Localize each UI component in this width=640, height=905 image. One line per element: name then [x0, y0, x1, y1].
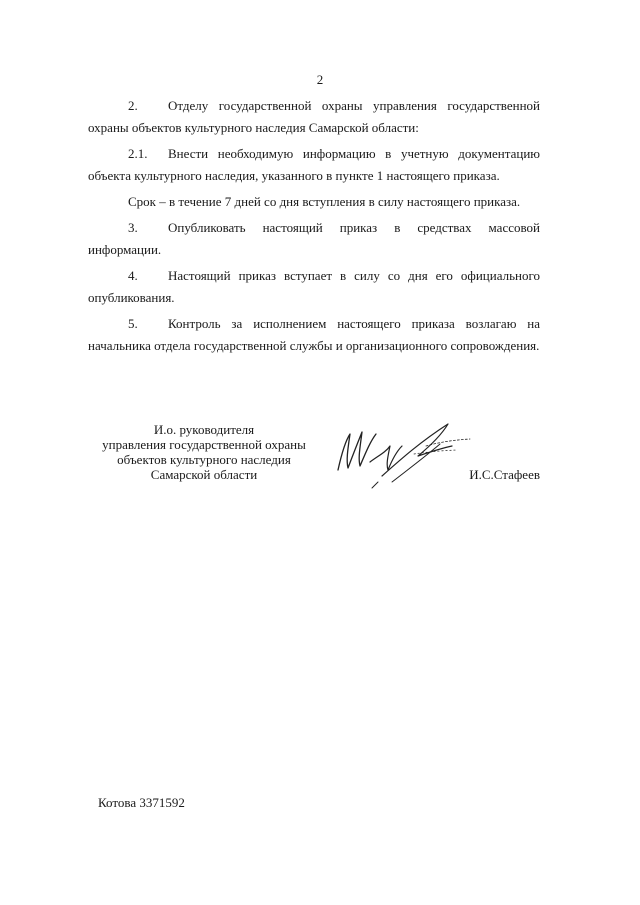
paragraph-number: 2.1. — [128, 146, 148, 161]
paragraph-text: Внести необходимую информацию в учетную документацию объекта культурного наследия, указанного в пункте 1 настоящего приказа. — [88, 146, 540, 183]
signatory-title-line: И.о. руководителя — [153, 422, 255, 437]
paragraph-number: 2. — [128, 98, 138, 113]
paragraph-text: Опубликовать настоящий приказ в средствах массовой информации. — [88, 220, 540, 257]
paragraph-2 — [88, 95, 540, 139]
signer-name: И.С.Стафеев — [469, 467, 540, 482]
paragraph-text: Срок – в течение 7 дней со дня вступления в силу настоящего приказа. — [128, 194, 521, 209]
signatory-title-line: управления государственной охраны — [102, 437, 306, 452]
paragraph-3 — [88, 217, 540, 261]
paragraph-5 — [88, 313, 540, 357]
signatory-title-line: объектов культурного наследия — [117, 452, 291, 467]
paragraph-number: 4. — [128, 268, 138, 283]
paragraph-text: Настоящий приказ вступает в силу со дня его официального опубликования. — [88, 268, 540, 305]
order-body — [88, 95, 540, 361]
handwritten-signature — [330, 412, 480, 492]
paragraph-4 — [88, 265, 540, 309]
paragraph-text: Контроль за исполнением настоящего приказа возлагаю на начальника отдела государственной службы и организационного сопровождения. — [88, 316, 540, 353]
signatory-title-line: Самарской области — [150, 467, 258, 482]
signatory-title — [88, 422, 320, 482]
paragraph-deadline — [88, 191, 540, 213]
paragraph-number: 3. — [128, 220, 138, 235]
executor-contact: Котова 3371592 — [98, 795, 185, 810]
paragraph-text: Отделу государственной охраны управления государственной охраны объектов культурного наследия Самарской области: — [88, 98, 540, 135]
page-number: 2 — [316, 72, 324, 87]
paragraph-2-1 — [88, 143, 540, 187]
paragraph-number: 5. — [128, 316, 138, 331]
